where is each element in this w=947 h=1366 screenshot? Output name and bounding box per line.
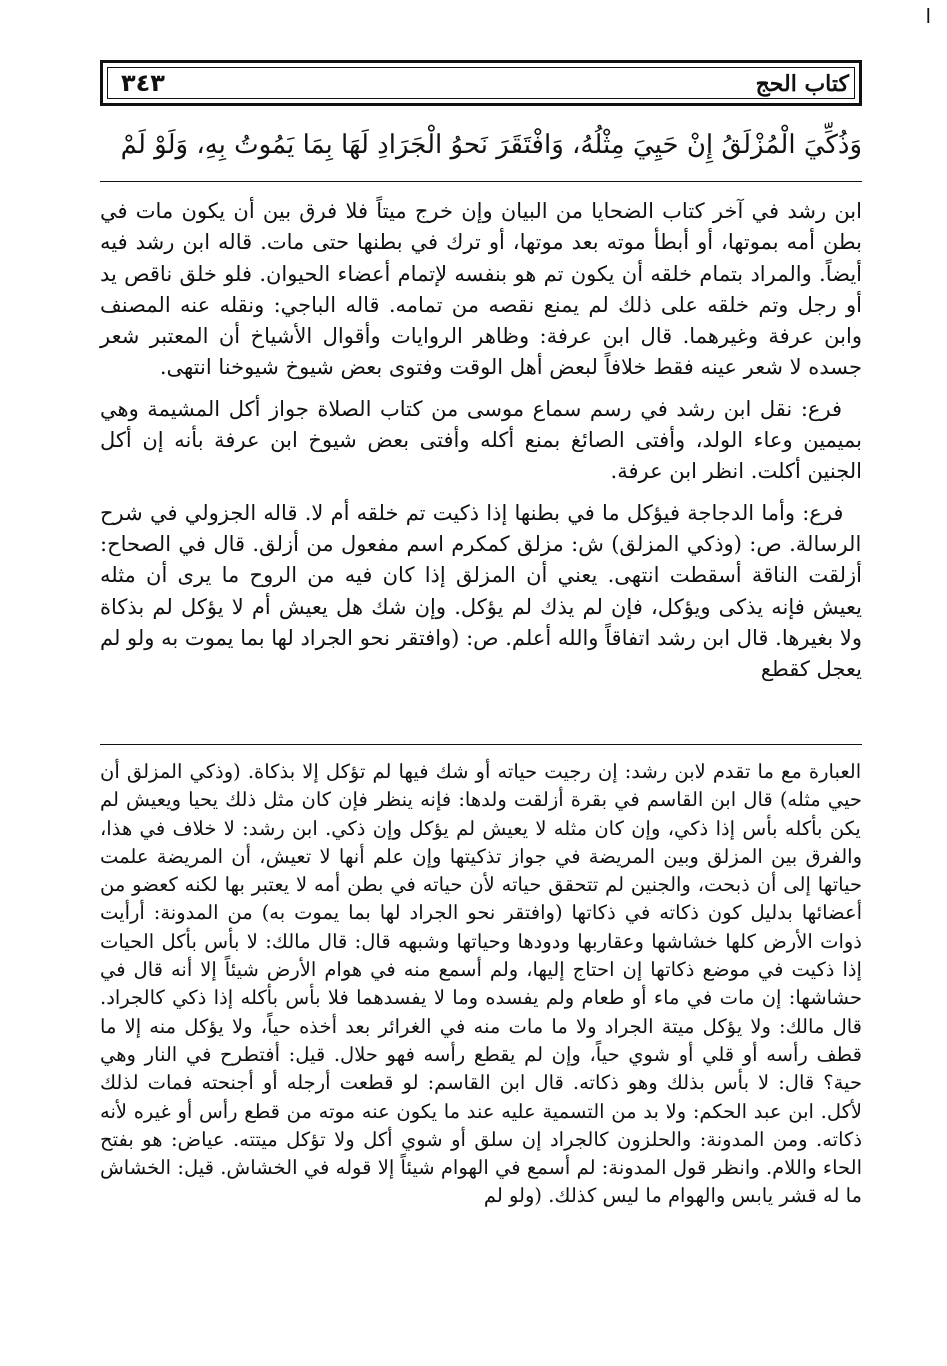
footnote-line: العبارة مع ما تقدم لابن رشد: إن رجيت حياته أو شك فيها لم تؤكل إلا بذكاة. (وذكي المزلق أن <box>100 760 862 783</box>
footnote-line: كلها خشاشها وعقاربها ودودها وحياتها وشبهه قال: قال مالك: لا بأس بأكل الحيات إذا ذكيت في <box>100 929 862 982</box>
commentary-line: فرع: نقل ابن رشد في رسم سماع موسى من كتاب الصلاة جواز أكل المشيمة وهي <box>100 396 843 421</box>
footnote-paragraph <box>100 758 862 1211</box>
footnote-line: حيي مثله) قال ابن القاسم في بقرة أزلقت ولدها: فإنه ينظر فإن كان مثل ذلك يحيا ويعيش لم يكن <box>100 788 862 840</box>
commentary-paragraph-3 <box>100 498 862 686</box>
commentary-line: أزلقت الناقة أسقطت انتهى. يعني أن المزلق إذا كان فيه من الروح ما يرى أن مثله يعيش فإنه <box>100 563 862 619</box>
commentary-line: قال ابن رشد اتفاقاً والله أعلم. ص: (وافتقر نحو الجراد لها بما يموت به ولو لم يعجل كقطع <box>100 625 862 682</box>
footnote-line: الهوام شيئاً إلا قوله في الخشاش. قيل: الخشاش ما له قشر يابس والهوام ما ليس كذلك. (ولو لم <box>100 1156 862 1208</box>
footnote-line: بدليل كون ذكاته في ذكاتها (وافتقر نحو الجراد لها بما يموت به) من المدونة: أرأيت ذوات الأرض <box>100 901 862 953</box>
commentary-line: أمه بموتها، أو أبطأ موته بعد موتها، أو ترك في بطنها حتى مات. قاله ابن رشد فيه أيضاً. <box>100 230 862 286</box>
footnote-line: ميتة الجراد ولا ما مات منه في الغرائر بعد أخذه حياً، ولا يؤكل منه إلا ما قطف رأسه أو قلي أو <box>100 1014 862 1066</box>
footnote-section <box>100 758 862 1211</box>
commentary-line: خلقه على ذلك لم يمنع نقصه من تمامه. قاله الباجي: ونقله عنه المصنف وابن عرفة وغيرهما. <box>100 292 862 349</box>
commentary-section <box>100 196 862 695</box>
footnote-line: بأكله بأس إذا ذكي، وإن كان مثله لا يعيش لم يؤكل وإن ذكي. ابن رشد: لا خلاف في هذا، <box>100 816 823 840</box>
commentary-line: يذكى ويؤكل، فإن لم يذك لم يؤكل. وإن شك هل يعيش أم لا يؤكل لم بذكاة ولا بغيرها. <box>100 594 862 650</box>
commentary-line: ابن رشد في آخر كتاب الضحايا من البيان وإن خرج ميتاً فلا فرق بين أن يكون مات في بطن <box>100 199 862 255</box>
commentary-line: فرع: وأما الدجاجة فيؤكل ما في بطنها إذا ذكيت تم خلقه أم لا. قاله الجزولي في شرح <box>100 500 844 525</box>
page-header <box>100 60 862 106</box>
footnote-line: أن ذبحت، والجنين لم تتحقق حياته لأن حياته في بطن أمه لا يعتبر بها لكنه كعضو من أعضائها <box>100 873 862 925</box>
footnote-line: والفرق بين المزلق وبين المريضة في جواز تذكيتها وإن علم أنها لا تعيش، أن المريضة علمت حياتها إلى <box>100 844 863 897</box>
footnote-line: في ماء أو طعام ولم يفسده وما لا يفسدهما فلا بأس بأكله إذا ذكي كالجراد. قال مالك: ولا يؤكل <box>100 986 863 1038</box>
commentary-line: أكلت. انظر ابن عرفة. <box>610 459 801 484</box>
commentary-line: الرسالة. ص: (وذكي المزلق) ش: مزلق كمكرم اسم مفعول من أزلق. قال في الصحاح: <box>100 531 862 556</box>
footnote-line: ذكاته. قال ابن القاسم: لو قطعت أرجله أو أجنحته فمات لذلك لأكل. ابن عبد الحكم: ولا بد من <box>100 1071 862 1123</box>
header-inner-frame <box>107 67 855 99</box>
commentary-line: قال ابن عرفة: وظاهر الروايات وأقوال الأشياخ أن المعتبر شعر جسده لا شعر عينه فقط خلافاً <box>100 324 862 380</box>
footnote-line: شوي حياً، وإن لم يقطع رأسه فهو حلال. قيل: أفتطرح في النار وهي حية؟ قال: لا بأس بذلك وهو <box>100 1042 862 1095</box>
commentary-paragraph-1 <box>100 196 862 384</box>
footnote-separator <box>100 744 862 745</box>
commentary-line: لبعض أهل الوقت وفتوى بعض شيوخ شيوخنا انتهى. <box>159 355 598 380</box>
footnote-line: التسمية عليه عند ما يكون عنه موته من قطع رأس أو غيره لأنه ذكاته. ومن المدونة: والحلزون كالجراد <box>100 1099 863 1151</box>
corner-mark: ا <box>925 4 931 28</box>
commentary-line: بميمين وعاء الولد، وأفتى الصائغ بمنع أكله وأفتى بعض شيوخ ابن عرفة بأنه إن أكل الجنين <box>100 428 862 484</box>
matn-line: وَذُكِّيَ الْمُزْلَقُ إِنْ حَيِيَ مِثْلُهُ، وَافْتَقَرَ نَحوُ الْجَرَادِ لَهَا بِمَا يَمُوتُ بِهِ، وَلَوْ لَمْ <box>120 130 862 160</box>
book-title: كتاب الحج <box>755 71 849 97</box>
page-number: ٣٤٣ <box>121 69 165 97</box>
footnote-line: إن سلق أو شوي أكل ولا تؤكل ميتته. عياض: هو بفتح الحاء واللام. وانظر قول المدونة: لم أسمع في <box>100 1127 862 1180</box>
matn-separator <box>100 181 862 182</box>
footnote-line: موضع ذكاتها إن احتاج إليها، ولم أسمع منه في هوام الأرض شيئاً إلا أنه قال في حشاشها: إن مات <box>100 958 863 1010</box>
commentary-line: والمراد بتمام خلقه أن يكون تم هو بنفسه لإتمام أعضاء الحيوان. فلو خلق ناقص يد أو رجل وتم <box>100 261 862 317</box>
commentary-paragraph-2 <box>100 394 862 488</box>
